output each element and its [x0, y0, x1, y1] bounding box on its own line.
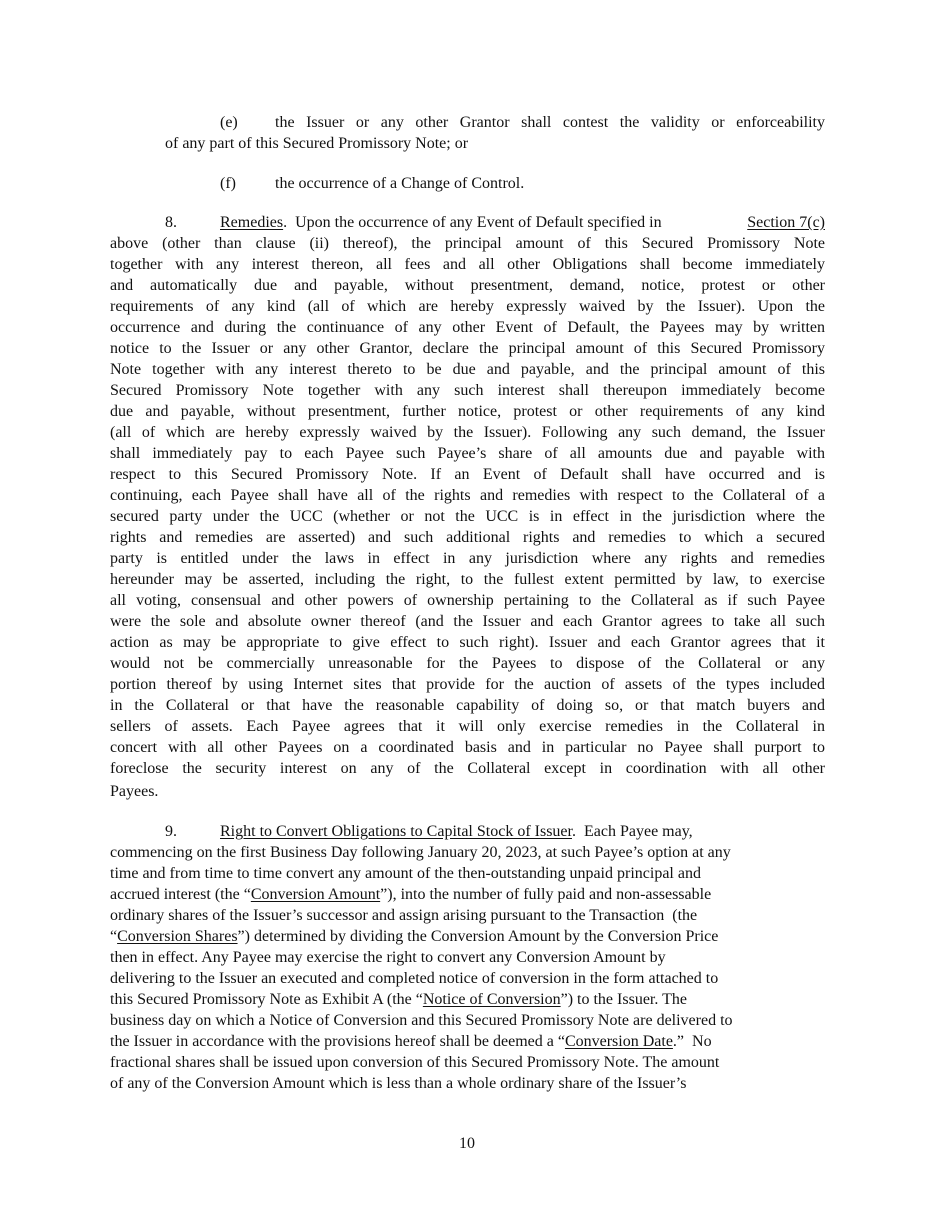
section-9-first-line-text: . Each Payee may, — [571, 823, 693, 840]
section-8-first-line-text: . Upon the occurrence of any Event of Default specified in — [283, 214, 666, 231]
page-number: 10 — [459, 1135, 475, 1152]
section-8-first-line — [220, 212, 825, 233]
section-8-body-line: sellers of assets. Each Payee agrees that it will only exercise remedies in the Collateral in — [110, 718, 825, 735]
section-9-first-line — [220, 821, 693, 842]
section-8-body-line: and automatically due and payable, without presentment, demand, notice, protest or other — [110, 277, 825, 294]
section-8-body-line: concert with all other Payees on a coordinated basis and in particular no Payee shall purport to — [110, 739, 825, 756]
section-9-heading: Right to Convert Obligations to Capital Stock of Issuer — [220, 823, 572, 840]
section-8-body-line: due and payable, without presentment, further notice, protest or other requirements of any kind — [110, 403, 825, 420]
section-9-line-11-pre: the Issuer in accordance with the provisions hereof shall be deemed a “ — [110, 1033, 565, 1050]
section-8-body-line: (all of which are hereby expressly waived by the Issuer). Following any such demand, the Issuer — [110, 424, 825, 441]
section-9-line-4-post: ”), into the number of fully paid and non-assessable — [380, 886, 712, 903]
section-9-line-12: fractional shares shall be issued upon conversion of this Secured Promissory Note. The amount — [110, 1054, 720, 1071]
section-9-line-7: then in effect. Any Payee may exercise the right to convert any Conversion Amount by — [110, 949, 666, 966]
section-9-line-5: ordinary shares of the Issuer’s successor and assign arising pursuant to the Transaction (the — [110, 907, 698, 924]
clause-e-label: (e) — [220, 114, 238, 131]
section-8-body-line: shall immediately pay to each Payee such Payee’s share of all amounts due and payable with — [110, 445, 825, 462]
section-9-line-11 — [110, 1031, 712, 1052]
section-8-body-line: together with any interest thereon, all fees and all other Obligations shall become immediately — [110, 256, 825, 273]
section-8-body-line: foreclose the security interest on any of the Collateral except in coordination with all other — [110, 760, 825, 777]
section-9-line-10: business day on which a Notice of Conversion and this Secured Promissory Note are delivered to — [110, 1012, 733, 1029]
section-9-line-6-pre: “ — [110, 928, 118, 945]
section-8-body-line: hereunder may be asserted, including the right, to the fullest extent permitted by law, to exercise — [110, 571, 825, 588]
section-8-body-line: Secured Promissory Note together with any such interest shall thereupon immediately become — [110, 382, 825, 399]
section-9-line-13: of any of the Conversion Amount which is less than a whole ordinary share of the Issuer’s — [110, 1075, 687, 1092]
section-8-last-line: Payees. — [110, 783, 159, 800]
section-8-number: 8. — [165, 214, 177, 231]
section-9-line-11-post: .” No — [672, 1033, 712, 1050]
section-9-line-4-pre: accrued interest (the “ — [110, 886, 251, 903]
clause-f-label: (f) — [220, 175, 236, 192]
section-8-body-line: requirements of any kind (all of which are hereby expressly waived by the Issuer). Upon the — [110, 298, 825, 315]
section-8-body-line: action as may be appropriate to give effect to such right). Issuer and each Grantor agrees that it — [110, 634, 825, 651]
section-9-line-3: time and from time to time convert any amount of the then-outstanding unpaid principal and — [110, 865, 701, 882]
section-9-line-9 — [110, 989, 687, 1010]
section-8-body-line: were the sole and absolute owner thereof (and the Issuer and each Grantor agrees to take all such — [110, 613, 825, 630]
section-7c-reference: Section 7(c) — [747, 214, 825, 231]
section-8-body-line: party is entitled under the laws in effect in any jurisdiction where any rights and remedies — [110, 550, 825, 567]
section-8-body-line: rights and remedies are asserted) and such additional rights and remedies to which a secured — [110, 529, 825, 546]
clause-e-line-2: of any part of this Secured Promissory Note; or — [165, 135, 469, 152]
conversion-amount-term: Conversion Amount — [250, 886, 381, 903]
clause-e-line-1: the Issuer or any other Grantor shall contest the validity or enforceability — [275, 114, 825, 131]
section-9-line-4 — [110, 884, 711, 905]
section-8-body-line: all voting, consensual and other powers of ownership pertaining to the Collateral as if such Payee — [110, 592, 825, 609]
clause-f-text: the occurrence of a Change of Control. — [275, 175, 525, 192]
section-9-line-8: delivering to the Issuer an executed and completed notice of conversion in the form attached to — [110, 970, 719, 987]
section-8-heading: Remedies — [220, 214, 284, 231]
section-8-body-line: above (other than clause (ii) thereof), the principal amount of this Secured Promissory Note — [110, 235, 825, 252]
section-8-body-line: Note together with any interest thereto to be due and payable, and the principal amount of this — [110, 361, 825, 378]
section-8-body-line: in the Collateral or that have the reasonable capability of doing so, or that match buyers and — [110, 697, 825, 714]
section-8-body-line: notice to the Issuer or any other Grantor, declare the principal amount of this Secured Promissory — [110, 340, 825, 357]
conversion-date-term: Conversion Date — [564, 1033, 673, 1050]
section-8-body-line: portion thereof by using Internet sites that provide for the auction of assets of the types included — [110, 676, 825, 693]
section-9-number: 9. — [165, 823, 177, 840]
section-8-body-line: continuing, each Payee shall have all of the rights and remedies with respect to the Collateral of a — [110, 487, 825, 504]
section-8-body-line: occurrence and during the continuance of any other Event of Default, the Payees may by written — [110, 319, 825, 336]
section-9-line-9-post: ”) to the Issuer. The — [560, 991, 687, 1008]
section-9-line-6-post: ”) determined by dividing the Conversion Amount by the Conversion Price — [237, 928, 719, 945]
section-8-body-line: secured party under the UCC (whether or not the UCC is in effect in the jurisdiction where the — [110, 508, 825, 525]
conversion-shares-term: Conversion Shares — [117, 928, 238, 945]
section-8-body-line: would not be commercially unreasonable for the Payees to dispose of the Collateral or any — [110, 655, 825, 672]
section-9-line-6 — [110, 926, 718, 947]
section-9-line-9-pre: this Secured Promissory Note as Exhibit A (the “ — [110, 991, 423, 1008]
section-8-body-line: respect to this Secured Promissory Note. If an Event of Default shall have occurred and is — [110, 466, 825, 483]
notice-of-conversion-term: Notice of Conversion — [422, 991, 561, 1008]
section-9-line-2: commencing on the first Business Day following January 20, 2023, at such Payee’s option at any — [110, 844, 731, 861]
